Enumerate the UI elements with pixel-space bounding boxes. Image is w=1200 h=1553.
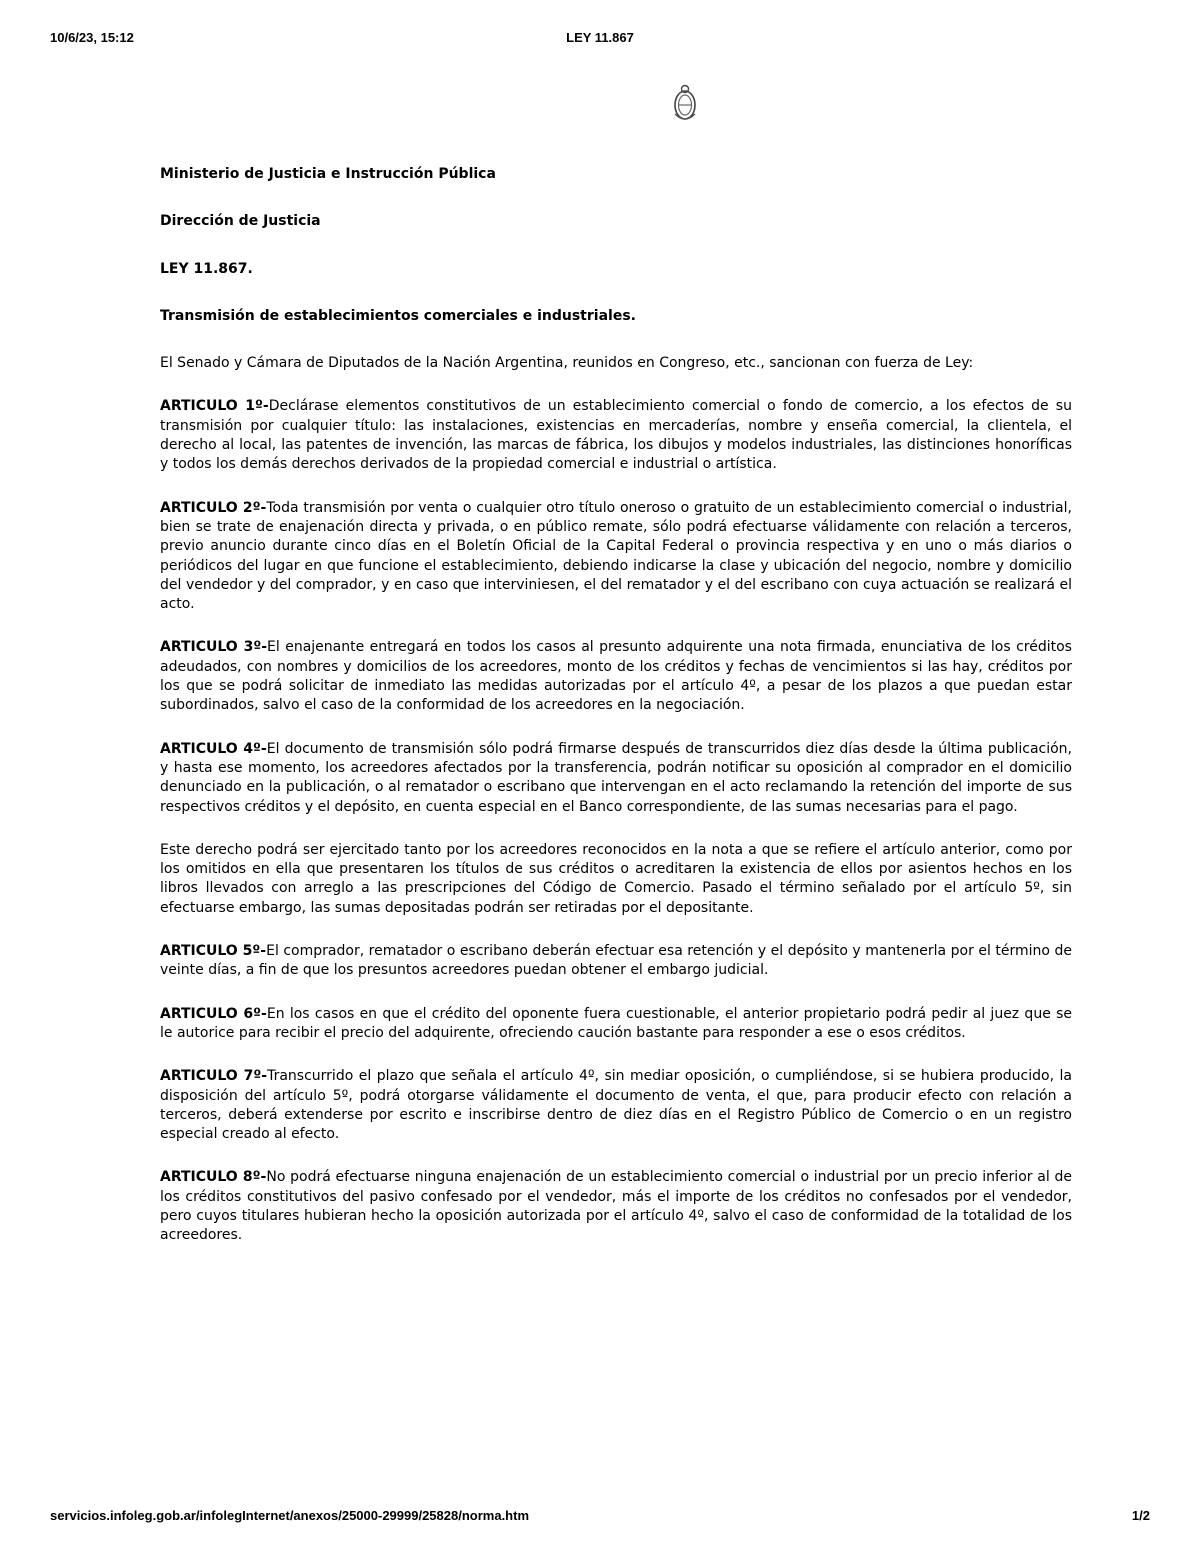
direction-heading: Dirección de Justicia (160, 213, 321, 230)
preamble: El Senado y Cámara de Diputados de la Nación Argentina, reunidos en Congreso, etc., sancionan con fuerza de Ley: (160, 355, 974, 372)
article-text: Declárase elementos constitutivos de un establecimiento comercial o fondo de comercio, a los efectos de su transmisión por cualquier título: las instalaciones, existencias en mercaderías, nombre y enseña comercial, la clientela, el derecho al local, las patentes de invención, las marcas de fábrica, los dibujos y modelos industriales, las distinciones honoríficas y todos los demás derechos derivados de la propiedad comercial e industrial o artística. (160, 398, 1072, 473)
article-text: El documento de transmisión sólo podrá firmarse después de transcurridos diez días desde la última publicación, y hasta ese momento, los acreedores afectados por la transferencia, podrán notificar su oposición al comprador en el domicilio denunciado en la publicación, o al rematador o escribano que intervengan en el acto reclamando la retención del importe de sus respectivos créditos y el depósito, en cuenta especial en el Banco correspondiente, de las sumas necesarias para el pago. (160, 740, 1072, 815)
article-5 (160, 942, 1072, 981)
article-4-continuation (160, 841, 1072, 918)
law-number-heading: LEY 11.867. (160, 260, 253, 277)
article-text: En los casos en que el crédito del oponente fuera cuestionable, el anterior propietario podrá pedir al juez que se le autorice para recibir el precio del adquirente, ofreciendo caución bastante para responder a ese o esos créditos. (160, 1005, 1072, 1041)
article-6 (160, 1005, 1072, 1044)
national-seal-icon (672, 84, 698, 122)
article-text: Toda transmisión por venta o cualquier otro título oneroso o gratuito de un establecimiento comercial o industrial, bien se trate de enajenación directa y privada, o en público remate, sólo podrá efectuarse válidamente con relación a terceros, previo anuncio durante cinco días en el Boletín Oficial de la Capital Federal o provincia respectiva y en uno o más diarios o periódicos del lugar en que funcione el establecimiento, debiendo indicarse la clase y ubicación del negocio, nombre y domicilio del vendedor y del comprador, y en caso que interviniesen, el del rematador y el del escribano con cuya actuación se realizará el acto. (160, 499, 1072, 613)
ministry-heading: Ministerio de Justicia e Instrucción Pública (160, 166, 496, 182)
subject-heading: Transmisión de establecimientos comerciales e industriales. (160, 307, 636, 324)
page-number: 1/2 (1131, 1508, 1150, 1523)
article-label: ARTICULO 3º- (160, 639, 268, 656)
article-label: ARTICULO 7º- (160, 1068, 268, 1085)
article-1 (160, 397, 1072, 474)
article-label: ARTICULO 5º- (160, 943, 267, 960)
print-title: LEY 11.867 (566, 30, 634, 45)
print-footer (50, 1508, 1150, 1526)
article-text: Transcurrido el plazo que señala el artículo 4º, sin mediar oposición, o cumpliéndose, si se hubiera producido, la disposición del artículo 5º, podrá otorgarse válidamente el documento de venta, el que, para producir efecto con relación a terceros, deberá extenderse por escrito e inscribirse dentro de diez días en el Registro Público de Comercio o en un registro especial creado al efecto. (160, 1068, 1072, 1143)
article-label: ARTICULO 8º- (160, 1169, 267, 1186)
print-datetime: 10/6/23, 15:12 (50, 30, 134, 45)
article-label: ARTICULO 4º- (160, 740, 267, 757)
article-text: No podrá efectuarse ninguna enajenación de un establecimiento comercial o industrial por un precio inferior al de los créditos constitutivos del pasivo confesado por el vendedor, más el importe de los créditos no confesados por el vendedor, pero cuyos titulares hubieran hecho la oposición autorizada por el artículo 4º, salvo el caso de conformidad de la totalidad de los acreedores. (160, 1169, 1072, 1244)
article-text: El enajenante entregará en todos los casos al presunto adquirente una nota firmada, enunciativa de los créditos adeudados, con nombres y domicilios de los acreedores, monto de los créditos y fechas de vencimientos si las hay, créditos por los que se podrá solicitar de inmediato las medidas autorizadas por el artículo 4º, a pesar de los plazos a que puedan estar subordinados, salvo el caso de la conformidad de los acreedores en la negociación. (160, 639, 1072, 714)
article-label: ARTICULO 1º- (160, 398, 269, 415)
article-4 (160, 740, 1072, 817)
source-url: servicios.infoleg.gob.ar/infolegInternet/anexos/25000-29999/25828/norma.htm (50, 1508, 530, 1523)
article-text: El comprador, rematador o escribano deberán efectuar esa retención y el depósito y mantenerla por el término de veinte días, a fin de que los presuntos acreedores puedan obtener el embargo judicial. (160, 943, 1072, 979)
article-8 (160, 1168, 1072, 1245)
print-header (50, 30, 1150, 48)
article-text: Este derecho podrá ser ejercitado tanto por los acreedores reconocidos en la nota a que se refiere el artículo anterior, como por los omitidos en ella que presentaren los títulos de sus créditos o acreditaren la existencia de ellos por asientos hechos en los libros llevados con arreglo a las prescripciones del Código de Comercio. Pasado el término señalado por el artículo 5º, sin efectuarse embargo, las sumas depositadas podrán ser retiradas por el depositante. (160, 841, 1072, 916)
law-document (160, 165, 1072, 1270)
article-label: ARTICULO 2º- (160, 499, 267, 516)
article-3 (160, 638, 1072, 715)
article-label: ARTICULO 6º- (160, 1005, 267, 1022)
article-2 (160, 499, 1072, 615)
article-7 (160, 1067, 1072, 1144)
